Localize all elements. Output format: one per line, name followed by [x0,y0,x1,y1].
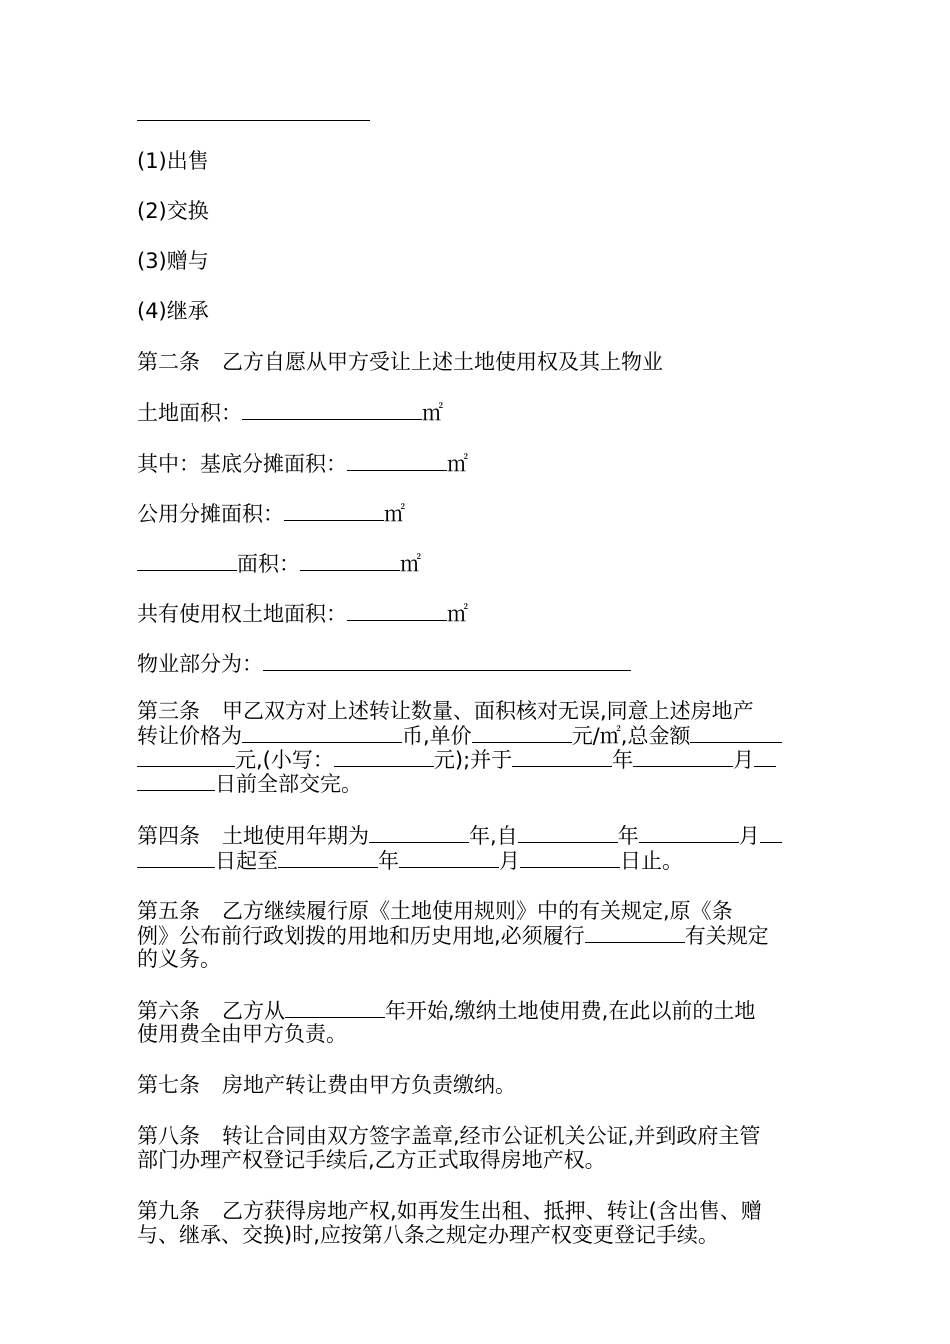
land-area-unit: ㎡ [422,401,443,425]
until-month-label: 月 [499,849,520,873]
article-9-title: 第九条 [137,1199,200,1223]
pay-day-blank-cont [137,770,215,791]
article-7-text: 房地产转让费由甲方负责缴纳。 [222,1073,516,1097]
other-area-label: 面积： [237,552,300,576]
article-6-line-2: 使用费全由甲方负责。 [137,1022,347,1046]
price-blank [242,722,402,743]
from-year-label: 年 [617,824,639,848]
from-day-blank [760,822,782,843]
until-month-blank [399,847,499,868]
until-label: 日起至 [215,849,278,873]
article-8-title: 第八条 [137,1124,200,1148]
pay-month-label: 月 [733,748,755,772]
from-month-blank [639,822,739,843]
article-9-line-1 [137,1198,762,1224]
pay-day-blank [754,746,776,767]
public-area-label: 公用分摊面积： [137,502,284,526]
property-part-label: 物业部分为： [137,652,263,676]
article-4-title: 第四条 [137,824,200,848]
option-inherit: (4)继承 [137,299,209,323]
article-4-line-2 [137,847,683,874]
article-3-title: 第三条 [137,699,200,723]
property-part-row [137,650,631,677]
article-5-line-1 [137,898,733,924]
from-year-blank [518,822,618,843]
option-exchange: (2)交换 [137,199,209,223]
total-amount-blank [690,722,782,743]
article-2-heading [137,349,663,375]
until-year-blank [278,847,378,868]
unit-price-blank [472,722,572,743]
article-9-line-2: 与、继承、交换)时,应按第八条之规定办理产权变更登记手续。 [137,1223,719,1247]
shared-area-label: 共有使用权土地面积： [137,602,347,626]
term-years-blank [369,822,469,843]
term-label: 土地使用年期为 [222,824,369,848]
land-area-label: 土地面积： [137,401,242,425]
until-day-label: 日止。 [620,849,683,873]
other-area-row [137,550,421,577]
article-8-line-1 [137,1123,760,1149]
property-part-blank [263,650,631,671]
article-6-text-1b: 年开始,缴纳土地使用费,在此以前的土地 [385,999,756,1023]
article-3-line-4 [137,770,362,797]
public-area-blank [284,500,384,521]
article-5-line-3: 的义务。 [137,947,221,971]
total-amount-blank-cont [137,746,235,767]
article-3-line-2 [137,722,782,749]
article-8-line-2: 部门办理产权登记手续后,乙方正式取得房地产权。 [137,1148,606,1172]
article-3-line-1 [137,698,754,724]
article-3-line-3 [137,746,776,773]
from-label: 年,自 [469,824,518,848]
pay-by-label: 元);并于 [433,748,513,772]
article-3-text-1: 甲乙双方对上述转让数量、面积核对无误,同意上述房地产 [222,699,754,723]
land-area-row [137,399,443,426]
article-5-text-2a: 例》公布前行政划拨的用地和历史用地,必须履行 [137,924,585,948]
top-underline [137,120,370,121]
article-3-text-4: 日前全部交完。 [215,772,362,796]
public-area-unit: ㎡ [384,502,405,526]
public-area-row [137,500,405,527]
until-day-blank [520,847,620,868]
from-day-blank-cont [137,847,215,868]
article-5-text-2b: 有关规定 [684,924,769,948]
article-6-text-1a: 乙方从 [222,999,285,1023]
small-amount-label: 元,(小写： [235,748,334,772]
option-sell: (1)出售 [137,149,209,173]
shared-area-row [137,600,468,627]
article-9-text-1: 乙方获得房地产权,如再发生出租、抵押、转让(含出售、赠 [222,1199,762,1223]
base-area-blank [347,450,447,471]
shared-area-unit: ㎡ [447,602,468,626]
article-7-title: 第七条 [137,1073,200,1097]
article-5-title: 第五条 [137,899,200,923]
other-area-name-blank [137,550,237,571]
article-5-text-1: 乙方继续履行原《土地使用规则》中的有关规定,原《条 [222,899,733,923]
from-month-label: 月 [738,824,760,848]
article-6-line-1 [137,997,755,1024]
article-4-line-1 [137,822,782,849]
article-2-title: 第二条 [137,350,200,374]
article-8-text-1: 转让合同由双方签字盖章,经市公证机关公证,并到政府主管 [222,1124,761,1148]
until-year-label: 年 [378,849,399,873]
unit-price-label: 币,单价 [402,724,472,748]
small-amount-blank [334,746,434,767]
other-area-blank [300,550,400,571]
fee-start-year-blank [285,997,385,1018]
total-amount-label: 元/㎡,总金额 [571,724,691,748]
base-area-label: 其中：基底分摊面积： [137,452,347,476]
article-5-line-2 [137,922,769,949]
article-6-title: 第六条 [137,999,200,1023]
base-area-unit: ㎡ [447,452,468,476]
option-gift: (3)赠与 [137,249,209,273]
land-area-blank [242,399,422,420]
price-label: 转让价格为 [137,724,242,748]
pay-month-blank [633,746,733,767]
article-5-blank [585,922,685,943]
pay-year-label: 年 [612,748,634,772]
article-2-text: 乙方自愿从甲方受让上述土地使用权及其上物业 [222,350,663,374]
base-area-row [137,450,468,477]
shared-area-blank [347,600,447,621]
other-area-unit: ㎡ [400,552,421,576]
pay-year-blank [512,746,612,767]
article-7-line [137,1072,516,1098]
